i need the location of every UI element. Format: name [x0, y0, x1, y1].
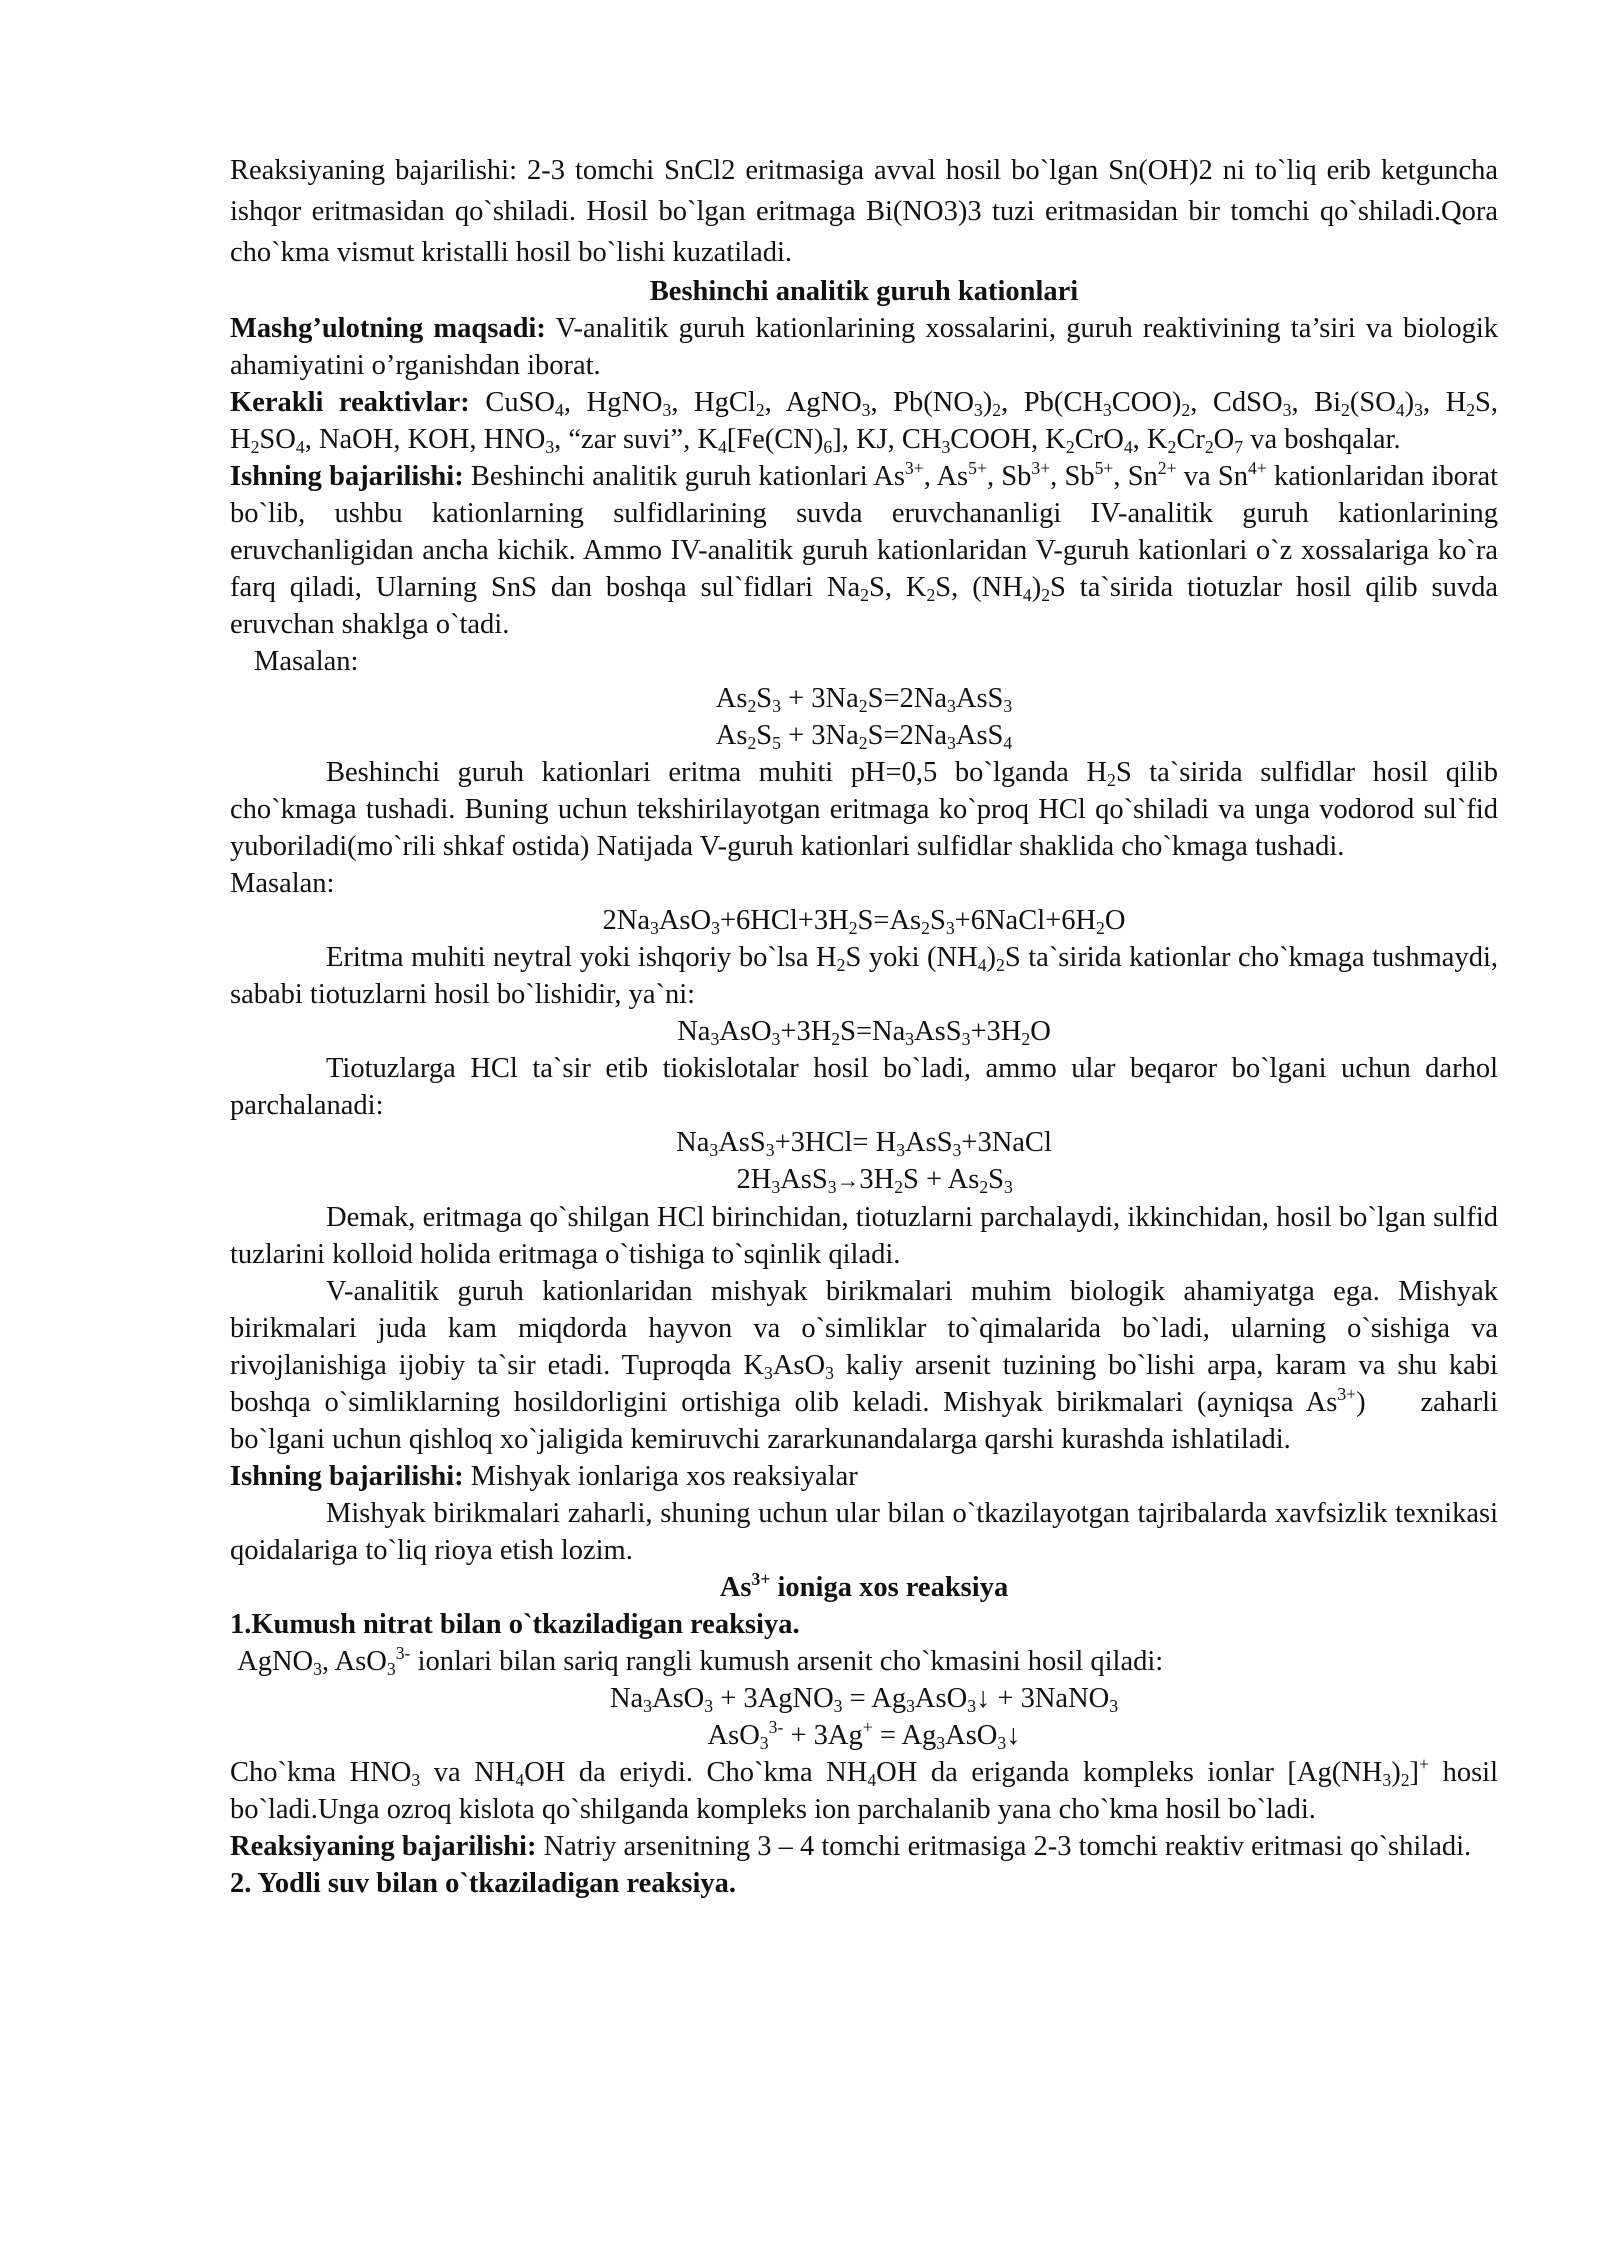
- paragraph-precipitate: Cho`kma $HNO_3$ va $NH_4OH$ da eriydi. Cho`kma $NH_4OH$ da eriganda kompleks ionlar $[Ag(NH_3)_2]^+$ hosil bo`ladi.Unga ozroq kislota qo`shilganda kompleks ion parchalanib yana cho`kma hosil bo`ladi.: [230, 1754, 1498, 1825]
- reaction-heading-1: 1.Kumush nitrat bilan o`tkaziladigan reaksiya.: [230, 1609, 800, 1640]
- paragraph-silver-arsenite: AgNO$_3$, AsO$_3^{3-}$ ionlari bilan sariq rangli kumush arsenit cho`kmasini hosil qiladi:: [230, 1643, 1164, 1680]
- equation-8: $AsO_3^{3-} + 3Ag^+ = Ag_3AsO_3↓$: [707, 1717, 1021, 1754]
- paragraph-reaction-procedure: Reaksiyaning bajarilishi: 2-3 tomchi SnCl2 eritmasiga avval hosil bo`lgan Sn(OH)2 ni to`liq erib ketguncha ishqor eritmasidan qo`shiladi. Hosil bo`lgan eritmaga Bi(NO3)3 tuzi eritmasidan bir tomchi qo`shiladi.Qora cho`kma vismut kristalli hosil bo`lishi kuzatiladi.: [230, 155, 1498, 268]
- paragraph-safety: Mishyak birikmalari zaharli, shuning uchun ular bilan o`tkazilayotgan tajribalarda xavfsizlik texnikasi qoidalariga to`liq rioya etish lozim.: [230, 1498, 1498, 1566]
- reagents-label: Kerakli reaktivlar:: [230, 387, 470, 418]
- example-label: Masalan:: [254, 646, 359, 677]
- paragraph-procedure-2: Ishning bajarilishi: Mishyak ionlariga xos reaksiyalar: [230, 1461, 858, 1492]
- paragraph-reaction-procedure-2: Reaksiyaning bajarilishi: Natriy arsenitning 3 – 4 tomchi eritmasiga 2-3 tomchi reaktiv eritmasi qo`shiladi.: [230, 1831, 1472, 1862]
- aim-label: Mashg’ulotning maqsadi:: [230, 313, 546, 344]
- document-page: [230, 150, 1498, 1902]
- equation-2: $As_2S_5 + 3Na_2S=2Na_3AsS_4$: [715, 720, 1013, 754]
- paragraph-procedure: Ishning bajarilishi: Beshinchi analitik guruh kationlari $As^{3+}$, $As^{5+}$, $Sb^{3+}$, $Sb^{5+}$, $Sn^{2+}$ va $Sn^{4+}$ kationlaridan iborat bo`lib, ushbu kationlarning sulfidlarining suvda eruvchananligi IV-analitik guruh kationlarining eruvchanligidan ancha kichik. Ammo IV-analitik guruh kationlaridan V-guruh kationlari o`z xossalariga ko`ra farq qiladi, Ularning SnS dan boshqa sul`fidlari $Na_2S$, $K_2S$, $(NH_4)_2S$ ta`sirida tiotuzlar hosil qilib suvda eruvchan shaklga o`tadi.: [230, 458, 1499, 640]
- equation-1: $As_2S_3 + 3Na_2S=2Na_3AsS_3$: [715, 683, 1013, 717]
- procedure-label: Ishning bajarilishi:: [230, 1461, 464, 1492]
- paragraph-thioacids: Tiotuzlarga HCl ta`sir etib tiokislotalar hosil bo`ladi, ammo ular beqaror bo`lgani uchun darhol parchalanadi:: [230, 1053, 1498, 1121]
- paragraph-aim: Mashg’ulotning maqsadi: V-analitik guruh kationlarining xossalarini, guruh reaktivining ta’siri va biologik ahamiyatini o’rganishdan iborat.: [230, 313, 1499, 381]
- equation-7: $Na_3AsO_3$ + 3AgNO$_3$ = $Ag_3AsO_3↓$ + 3NaNO$_3$: [609, 1683, 1119, 1717]
- reaction-procedure-label: Reaksiyaning bajarilishi:: [230, 1831, 537, 1862]
- subsection-heading: $As^{3+}$ ioniga xos reaksiya: [719, 1569, 1009, 1603]
- section-heading: Beshinchi analitik guruh kationlari: [649, 276, 1079, 307]
- equation-4: $Na_3AsO_3+3H_2S=Na_3AsS_3+3H_2O$: [677, 1016, 1051, 1050]
- equation-6: $2H_3AsS_3\to 3H_2S + As_2S_3$: [715, 1164, 1013, 1198]
- paragraph-reagents: Kerakli reaktivlar: CuSO$_4$, HgNO$_3$, HgCl$_2$, AgNO$_3$, $Pb(NO_3)_2$, $Pb(CH_3COO)_2$, CdSO$_3$, $Bi_2(SO_4)_3$, $H_2S$, $H_2SO_4$, NaOH, KOH, $HNO_3$, “zar suvi”, $K_4[Fe(CN)_6]$, KJ, $CH_3COOH$, $K_2CrO_4$, $K_2Cr_2O_7$ va boshqalar.: [230, 387, 1499, 458]
- equation-3: $2Na_3AsO_3+6HCl+3H_2S=As_2S_3+6NaCl+6H_2O$: [602, 905, 1126, 939]
- equation-5: $Na_3AsS_3+3HCl=$ $H_3AsS_3+3NaCl$: [676, 1127, 1052, 1161]
- paragraph-neutral-medium: Eritma muhiti neytral yoki ishqoriy bo`lsa $H_2S$ yoki $(NH_4)_2S$ ta`sirida kationlar cho`kmaga tushmaydi, sababi tiotuzlarni hosil bo`lishidir, ya`ni:: [230, 942, 1498, 1010]
- procedure-label: Ishning bajarilishi:: [230, 461, 464, 492]
- reaction-heading-2: 2. Yodli suv bilan o`tkaziladigan reaksiya.: [230, 1868, 736, 1899]
- example-label: Masalan:: [230, 868, 335, 899]
- paragraph-precipitation: Beshinchi guruh kationlari eritma muhiti pH=0,5 bo`lganda $H_2S$ ta`sirida sulfidlar hosil qilib cho`kmaga tushadi. Buning uchun tekshirilayotgan eritmaga ko`proq HCl qo`shiladi va unga vodorod sul`fid yuboriladi(mo`rili shkaf ostida) Natijada V-guruh kationlari sulfidlar shaklida cho`kmaga tushadi.: [230, 757, 1498, 862]
- paragraph-conclusion: Demak, eritmaga qo`shilgan HCl birinchidan, tiotuzlarni parchalaydi, ikkinchidan, hosil bo`lgan sulfid tuzlarini kolloid holida eritmaga o`tishiga to`sqinlik qiladi.: [230, 1202, 1498, 1270]
- paragraph-biological-role: V-analitik guruh kationlaridan mishyak birikmalari muhim biologik ahamiyatga ega. Mishyak birikmalari juda kam miqdorda hayvon va o`simliklar to`qimalarida bo`ladi, ularning o`sishiga va rivojlanishiga ijobiy ta`sir etadi. Tuproqda $K_3AsO_3$ kaliy arsenit tuzining bo`lishi arpa, karam va shu kabi boshqa o`simliklarning hosildorligini ortishiga olib keladi. Mishyak birikmalari (ayniqsa $As^{3+}$) zaharli bo`lgani uchun qishloq xo`jaligida kemiruvchi zararkunandalarga qarshi kurashda ishlatiladi.: [230, 1276, 1498, 1455]
